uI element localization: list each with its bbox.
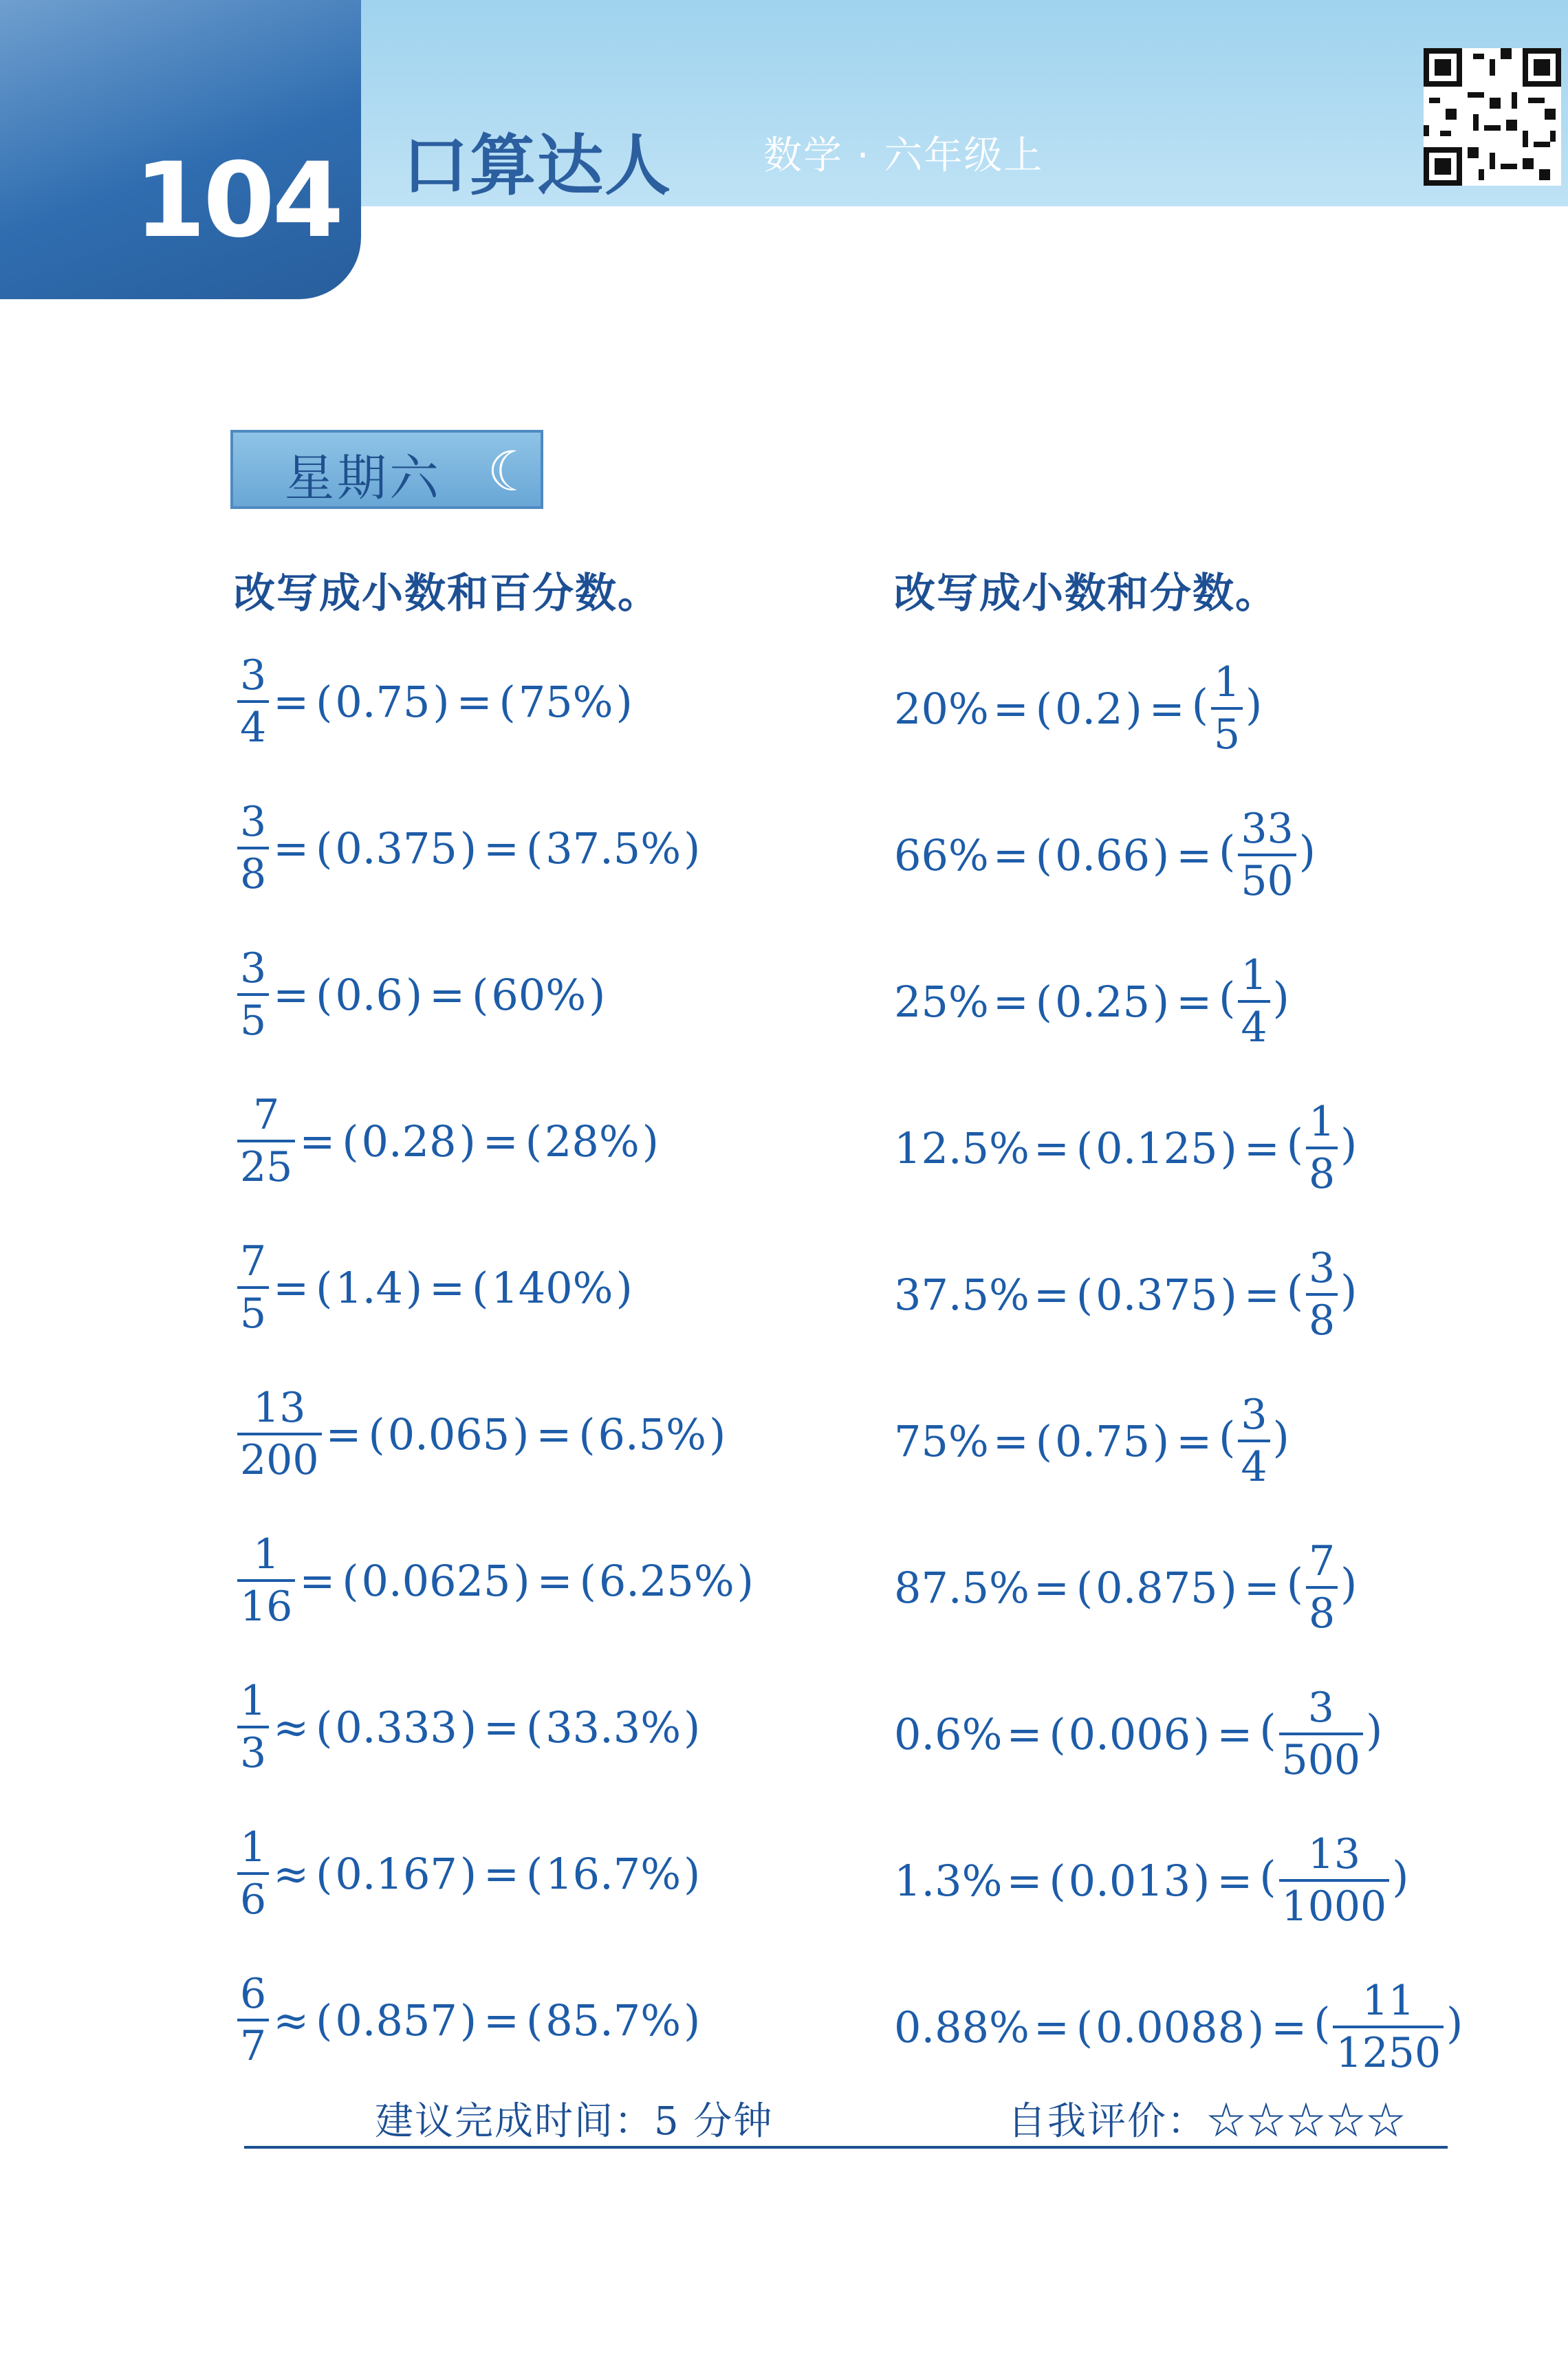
close-paren: ) [1272, 973, 1289, 1023]
page-number-tab [0, 0, 361, 299]
equals-sign: = [536, 1555, 573, 1606]
close-paren: ) [737, 1555, 754, 1606]
close-paren: ) [1340, 1119, 1358, 1170]
fraction [237, 1530, 295, 1631]
close-paren: ) [1193, 1708, 1210, 1759]
decimal-answer-value: 0.0625 [361, 1555, 511, 1606]
open-paren: ( [1259, 1852, 1276, 1902]
percent-answer [523, 1995, 703, 2045]
day-badge [230, 430, 543, 509]
equals-sign: = [1033, 2001, 1069, 2052]
footer-divider [244, 2146, 1448, 2149]
fraction-denominator: 8 [1306, 1147, 1338, 1195]
decimal-answer-value: 0.013 [1068, 1855, 1191, 1906]
percent-answer-value: 75% [518, 676, 613, 727]
relation-sign: = [273, 823, 309, 873]
open-paren: ( [1076, 1122, 1093, 1173]
equals-sign: = [1243, 1562, 1280, 1613]
fraction-denominator: 4 [1238, 1440, 1270, 1488]
fraction-denominator: 1250 [1333, 2026, 1444, 2074]
close-paren: ) [684, 823, 701, 873]
percent-answer [576, 1409, 728, 1459]
close-paren: ) [1446, 1998, 1463, 2049]
open-paren: ( [1035, 683, 1052, 734]
relation-sign: = [325, 1409, 362, 1459]
decimal-answer [365, 1409, 532, 1459]
fraction-answer [1189, 658, 1265, 759]
left-exercise-row [237, 1532, 756, 1629]
equals-sign: = [1217, 1855, 1253, 1906]
given-percent: 0.88% [894, 2001, 1030, 2052]
right-exercise-row [894, 807, 1318, 903]
fraction [237, 1677, 269, 1777]
fraction-denominator: 4 [237, 700, 269, 748]
equals-sign: = [1243, 1122, 1280, 1173]
close-paren: ) [1220, 1269, 1237, 1320]
right-exercise-row [894, 1686, 1385, 1782]
open-paren: ( [316, 969, 333, 1020]
close-paren: ) [1153, 1415, 1170, 1466]
decimal-answer [1046, 1856, 1212, 1906]
close-paren: ) [616, 676, 633, 727]
equals-sign: = [1033, 1562, 1069, 1613]
equals-sign: = [456, 676, 492, 727]
open-paren: ( [1219, 1412, 1236, 1463]
fraction-answer [1284, 1537, 1360, 1638]
percent-answer-value: 140% [491, 1262, 613, 1313]
fraction-numerator: 7 [240, 1237, 267, 1285]
decimal-answer-value: 0.75 [1054, 1415, 1151, 1466]
fraction-answer [1256, 1684, 1385, 1784]
close-paren: ) [1340, 1559, 1358, 1609]
percent-answer [523, 823, 703, 873]
fraction [1306, 1244, 1338, 1345]
percent-answer-value: 37.5% [545, 823, 682, 873]
decimal-answer-value: 0.333 [335, 1702, 457, 1752]
left-exercise-row [237, 1239, 635, 1336]
fraction [1211, 658, 1243, 759]
given-percent: 20% [894, 683, 989, 734]
close-paren: ) [1125, 683, 1142, 734]
close-paren: ) [684, 1702, 701, 1752]
percent-answer [577, 1556, 756, 1606]
open-paren: ( [1076, 1269, 1093, 1320]
open-paren: ( [526, 823, 543, 873]
open-paren: ( [1191, 680, 1208, 730]
open-paren: ( [316, 1995, 333, 2045]
open-paren: ( [472, 969, 489, 1020]
open-paren: ( [316, 1848, 333, 1899]
given-percent: 75% [894, 1415, 989, 1466]
open-paren: ( [578, 1409, 596, 1459]
open-paren: ( [1286, 1266, 1303, 1316]
fraction-denominator: 1000 [1279, 1879, 1390, 1927]
percent-answer-value: 28% [544, 1116, 640, 1166]
fraction-numerator: 6 [240, 1970, 267, 2018]
close-paren: ) [1392, 1852, 1409, 1902]
open-paren: ( [316, 1702, 333, 1752]
close-paren: ) [589, 969, 606, 1020]
percent-answer-value: 85.7% [545, 1995, 682, 2045]
decimal-answer [1046, 1709, 1212, 1759]
relation-sign: = [273, 969, 309, 1020]
relation-sign: ≈ [273, 1702, 309, 1752]
close-paren: ) [405, 1262, 423, 1313]
close-paren: ) [459, 823, 477, 873]
fraction-denominator: 8 [1306, 1293, 1338, 1341]
decimal-answer-value: 0.28 [361, 1116, 457, 1166]
percent-answer [469, 970, 608, 1020]
decimal-answer [339, 1116, 478, 1166]
close-paren: ) [1220, 1562, 1237, 1613]
open-paren: ( [1035, 829, 1052, 880]
close-paren: ) [1298, 826, 1316, 877]
equals-sign: = [1243, 1269, 1280, 1320]
equals-sign: = [482, 1116, 519, 1166]
fraction-answer [1216, 951, 1292, 1052]
open-paren: ( [316, 676, 333, 727]
left-column-heading: 改写成小数和百分数。 [234, 569, 660, 618]
close-paren: ) [1272, 1412, 1289, 1463]
fraction [1238, 805, 1296, 905]
fraction-answer [1284, 1244, 1360, 1345]
qr-code-icon [1424, 48, 1561, 186]
decimal-answer-value: 0.0088 [1096, 2001, 1245, 2052]
open-paren: ( [525, 1116, 542, 1166]
decimal-answer [1074, 1563, 1240, 1613]
open-paren: ( [342, 1555, 359, 1606]
decimal-answer [1033, 830, 1172, 880]
equals-sign: = [1176, 1415, 1212, 1466]
fraction-denominator: 8 [237, 847, 269, 895]
decimal-answer [1074, 2002, 1267, 2052]
fraction-numerator: 13 [253, 1384, 306, 1432]
open-paren: ( [342, 1116, 359, 1166]
fraction-numerator: 1 [240, 1677, 267, 1725]
fraction-answer [1216, 805, 1318, 905]
percent-answer-value: 33.3% [545, 1702, 682, 1752]
given-percent: 66% [894, 829, 989, 880]
equals-sign: = [1271, 2001, 1307, 2052]
fraction-answer [1216, 1391, 1292, 1491]
close-paren: ) [459, 1702, 477, 1752]
decimal-answer [313, 1702, 479, 1752]
decimal-answer [1033, 684, 1145, 734]
decimal-answer-value: 0.125 [1096, 1122, 1218, 1173]
open-paren: ( [1314, 1998, 1331, 2049]
right-exercise-row [894, 1393, 1292, 1489]
fraction-numerator: 1 [1308, 1098, 1336, 1146]
decimal-answer-value: 1.4 [335, 1262, 403, 1313]
decimal-answer-value: 0.167 [335, 1848, 457, 1899]
fraction-numerator: 7 [253, 1091, 280, 1139]
decimal-answer-value: 0.66 [1054, 829, 1151, 880]
close-paren: ) [459, 1995, 477, 2045]
fraction-numerator: 3 [1308, 1244, 1336, 1292]
fraction-denominator: 5 [1211, 707, 1243, 755]
open-paren: ( [1286, 1119, 1303, 1170]
close-paren: ) [1153, 976, 1170, 1027]
fraction [1279, 1684, 1364, 1784]
open-paren: ( [526, 1702, 543, 1752]
fraction-numerator: 3 [240, 651, 267, 699]
given-percent: 87.5% [894, 1562, 1030, 1613]
fraction-numerator: 11 [1362, 1977, 1415, 2025]
fraction [1333, 1977, 1444, 2077]
decimal-answer [1074, 1123, 1240, 1173]
decimal-answer-value: 0.6 [335, 969, 403, 1020]
book-brand-title: 口算达人 [402, 127, 672, 204]
fraction [237, 944, 269, 1045]
fraction [237, 1823, 269, 1924]
fraction [1306, 1537, 1338, 1638]
decimal-answer-value: 0.75 [335, 676, 431, 727]
decimal-answer-value: 0.25 [1054, 976, 1151, 1027]
decimal-answer [313, 823, 479, 873]
open-paren: ( [1286, 1559, 1303, 1609]
close-paren: ) [459, 1848, 477, 1899]
close-paren: ) [1193, 1855, 1210, 1906]
open-paren: ( [526, 1995, 543, 2045]
day-label: 星期六 [285, 449, 442, 507]
percent-answer-value: 60% [491, 969, 587, 1020]
decimal-answer-value: 0.857 [335, 1995, 457, 2045]
equals-sign: = [1176, 976, 1212, 1027]
fraction-numerator: 1 [1241, 951, 1267, 999]
percent-answer [497, 677, 635, 727]
fraction-numerator: 3 [1241, 1391, 1267, 1439]
close-paren: ) [1245, 680, 1263, 730]
fraction-denominator: 5 [237, 993, 269, 1041]
decimal-answer-value: 0.875 [1096, 1562, 1218, 1613]
decimal-answer-value: 0.065 [387, 1409, 510, 1459]
equals-sign: = [429, 969, 466, 1020]
given-percent: 12.5% [894, 1122, 1030, 1173]
close-paren: ) [1220, 1122, 1237, 1173]
open-paren: ( [1259, 1705, 1276, 1756]
left-exercise-row [237, 1679, 703, 1775]
percent-answer [469, 1263, 635, 1313]
relation-sign: = [299, 1116, 336, 1166]
percent-answer-value: 16.7% [545, 1848, 682, 1899]
equals-sign: = [536, 1409, 572, 1459]
book-subtitle: 数学 · 六年级上 [763, 133, 1044, 178]
decimal-answer-value: 0.006 [1068, 1708, 1191, 1759]
right-exercise-row [894, 1100, 1360, 1196]
fraction-denominator: 25 [237, 1140, 295, 1188]
right-exercise-row [894, 1539, 1360, 1636]
equals-sign: = [483, 1995, 519, 2045]
open-paren: ( [1076, 1562, 1093, 1613]
relation-sign: = [273, 1262, 309, 1313]
fraction-answer [1311, 1977, 1466, 2077]
close-paren: ) [1153, 829, 1170, 880]
close-paren: ) [512, 1409, 530, 1459]
fraction-numerator: 33 [1241, 805, 1294, 853]
equals-sign: = [1176, 829, 1212, 880]
right-exercise-row [894, 660, 1265, 757]
equals-sign: = [992, 829, 1029, 880]
fraction [237, 1091, 295, 1191]
close-paren: ) [642, 1116, 659, 1166]
open-paren: ( [1076, 2001, 1093, 2052]
close-paren: ) [1366, 1705, 1383, 1756]
fraction-numerator: 13 [1307, 1830, 1361, 1878]
left-exercise-row [237, 1093, 662, 1189]
open-paren: ( [472, 1262, 489, 1313]
decimal-answer [313, 1849, 479, 1899]
right-exercise-row [894, 1832, 1411, 1929]
equals-sign: = [1148, 683, 1185, 734]
open-paren: ( [499, 676, 516, 727]
open-paren: ( [368, 1409, 385, 1459]
decimal-answer [313, 970, 425, 1020]
close-paren: ) [405, 969, 423, 1020]
fraction-denominator: 3 [237, 1726, 269, 1774]
fraction-numerator: 1 [240, 1823, 267, 1871]
right-exercise-row [894, 1979, 1466, 2075]
fraction-denominator: 200 [237, 1433, 322, 1481]
fraction-denominator: 4 [1238, 1000, 1270, 1048]
fraction-answer [1256, 1830, 1411, 1931]
decimal-answer [1074, 1270, 1240, 1320]
fraction-denominator: 8 [1306, 1586, 1338, 1634]
equals-sign: = [1033, 1269, 1069, 1320]
fraction-numerator: 1 [1213, 658, 1241, 706]
open-paren: ( [579, 1555, 596, 1606]
right-exercise-row [894, 953, 1292, 1050]
open-paren: ( [1219, 826, 1236, 877]
left-exercise-row [237, 800, 703, 896]
equals-sign: = [992, 1415, 1029, 1466]
close-paren: ) [459, 1116, 476, 1166]
decimal-answer [1033, 977, 1172, 1027]
fraction [1279, 1830, 1390, 1931]
equals-sign: = [483, 1702, 519, 1752]
moon-icon: ☾ [487, 439, 536, 503]
open-paren: ( [1049, 1855, 1066, 1906]
decimal-answer-value: 0.2 [1054, 683, 1123, 734]
equals-sign: = [429, 1262, 466, 1313]
percent-answer [523, 1116, 662, 1166]
decimal-answer [313, 1263, 425, 1313]
equals-sign: = [483, 1848, 519, 1899]
equals-sign: = [992, 976, 1029, 1027]
close-paren: ) [1248, 2001, 1265, 2052]
fraction-denominator: 50 [1238, 854, 1296, 902]
fraction-numerator: 3 [240, 944, 267, 992]
left-exercise-row [237, 946, 608, 1043]
fraction [237, 1237, 269, 1338]
given-percent: 25% [894, 976, 989, 1027]
left-exercise-row [237, 1825, 703, 1922]
close-paren: ) [513, 1555, 530, 1606]
left-exercise-row [237, 1972, 703, 2068]
fraction-numerator: 7 [1308, 1537, 1336, 1585]
decimal-answer-value: 0.375 [1096, 1269, 1218, 1320]
open-paren: ( [526, 1848, 543, 1899]
close-paren: ) [433, 676, 450, 727]
fraction-denominator: 7 [237, 2019, 269, 2067]
fraction-numerator: 1 [253, 1530, 280, 1578]
relation-sign: ≈ [273, 1848, 309, 1899]
decimal-answer-value: 0.375 [335, 823, 457, 873]
fraction [1238, 951, 1270, 1052]
open-paren: ( [316, 823, 333, 873]
given-percent: 1.3% [894, 1855, 1003, 1906]
relation-sign: ≈ [273, 1995, 309, 2045]
fraction-denominator: 500 [1279, 1733, 1364, 1781]
relation-sign: = [299, 1555, 336, 1606]
left-exercise-row [237, 653, 635, 750]
equals-sign: = [1217, 1708, 1253, 1759]
fraction [237, 1970, 269, 2070]
open-paren: ( [1035, 976, 1052, 1027]
close-paren: ) [684, 1995, 701, 2045]
equals-sign: = [1033, 1122, 1069, 1173]
equals-sign: = [1006, 1855, 1043, 1906]
close-paren: ) [616, 1262, 633, 1313]
open-paren: ( [1035, 1415, 1052, 1466]
fraction [1238, 1391, 1270, 1491]
fraction-answer [1284, 1098, 1360, 1198]
percent-answer [523, 1849, 703, 1899]
fraction-denominator: 6 [237, 1872, 269, 1920]
equals-sign: = [1006, 1708, 1043, 1759]
fraction [237, 1384, 322, 1484]
decimal-answer [339, 1556, 532, 1606]
fraction-numerator: 3 [240, 798, 267, 846]
given-percent: 37.5% [894, 1269, 1030, 1320]
close-paren: ) [709, 1409, 726, 1459]
self-rating: 自我评价：☆☆☆☆☆ [1008, 2099, 1406, 2144]
decimal-answer [1033, 1416, 1172, 1466]
given-percent: 0.6% [894, 1708, 1003, 1759]
fraction [1306, 1098, 1338, 1198]
page-number: 104 [134, 141, 342, 261]
left-exercise-row [237, 1386, 728, 1482]
open-paren: ( [316, 1262, 333, 1313]
suggested-time: 建议完成时间：5 分钟 [375, 2099, 774, 2144]
percent-answer-value: 6.5% [598, 1409, 707, 1459]
decimal-answer [313, 677, 452, 727]
percent-answer-value: 6.25% [598, 1555, 734, 1606]
percent-answer [523, 1702, 703, 1752]
right-column-heading: 改写成小数和分数。 [894, 569, 1278, 618]
close-paren: ) [1340, 1266, 1358, 1316]
decimal-answer [313, 1995, 479, 2045]
fraction-numerator: 3 [1307, 1684, 1334, 1732]
close-paren: ) [684, 1848, 701, 1899]
open-paren: ( [1049, 1708, 1066, 1759]
fraction-denominator: 5 [237, 1286, 269, 1334]
fraction [237, 651, 269, 752]
equals-sign: = [483, 823, 519, 873]
fraction-denominator: 16 [237, 1579, 295, 1627]
fraction [237, 798, 269, 898]
equals-sign: = [992, 683, 1029, 734]
relation-sign: = [273, 676, 309, 727]
right-exercise-row [894, 1246, 1360, 1343]
open-paren: ( [1219, 973, 1236, 1023]
